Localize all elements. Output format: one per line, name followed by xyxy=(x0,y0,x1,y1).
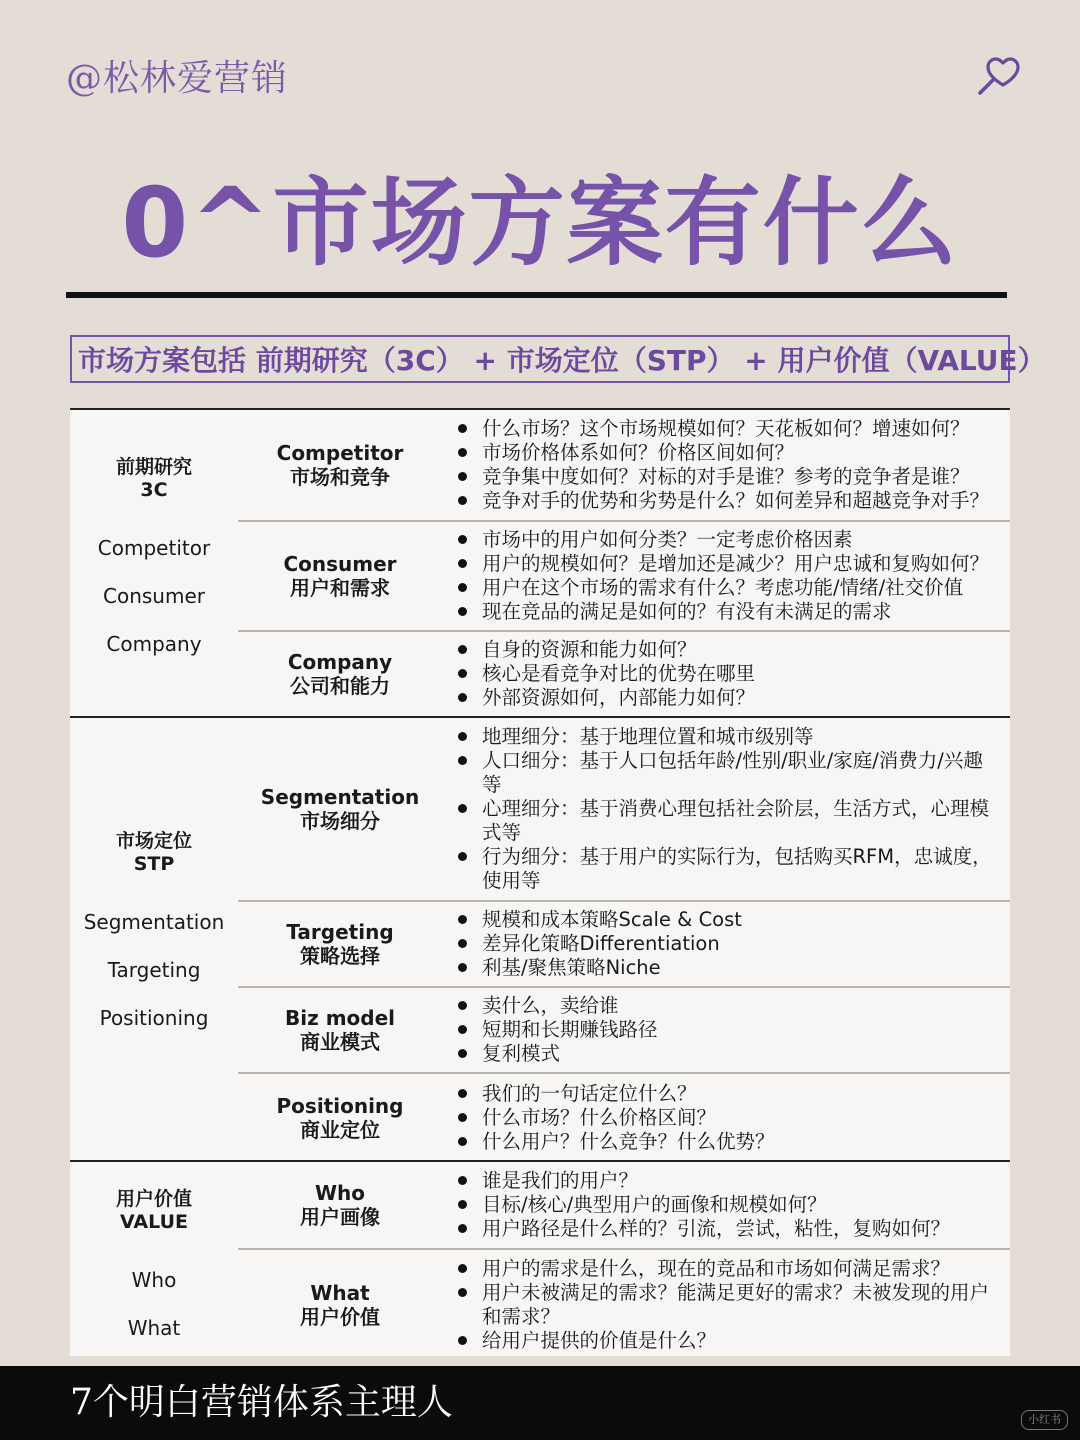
bullet-list xyxy=(456,410,1000,520)
section-acronym: VALUE xyxy=(120,1211,188,1233)
section-items xyxy=(70,898,238,1042)
bullet-item: 谁是我们的用户？ xyxy=(456,1169,1000,1193)
table-row-consumer xyxy=(238,520,1010,630)
watermark-badge: 小红书 xyxy=(1021,1410,1068,1430)
bullet-item: 用户的需求是什么，现在的竞品和市场如何满足需求？ xyxy=(456,1257,1000,1281)
section-label xyxy=(70,1188,238,1352)
title-divider xyxy=(66,292,1007,298)
section-items xyxy=(70,524,238,668)
bullet-item: 现在竞品的满足是如何的？有没有未满足的需求 xyxy=(456,600,1000,624)
magnifier-heart-icon xyxy=(975,48,1023,96)
author-handle: @松林爱营销 xyxy=(66,58,289,99)
row-label-zh: 策略选择 xyxy=(300,944,380,968)
row-label xyxy=(238,1074,442,1162)
bullet-list xyxy=(456,1250,1000,1360)
section-heading: 市场定位 xyxy=(115,830,192,852)
section-item: Consumer xyxy=(103,584,205,608)
row-label-en: What xyxy=(310,1281,370,1305)
row-label xyxy=(238,902,442,986)
section-item: What xyxy=(127,1316,181,1340)
bullet-item: 什么市场？什么价格区间？ xyxy=(456,1106,1000,1130)
bullet-item: 用户路径是什么样的？引流，尝试，粘性，复购如何？ xyxy=(456,1217,1000,1241)
section-heading: 用户价值 xyxy=(115,1188,192,1210)
row-label-en: Segmentation xyxy=(260,785,420,809)
bullet-item: 给用户提供的价值是什么？ xyxy=(456,1329,1000,1353)
section-label xyxy=(70,456,238,668)
row-label-zh: 用户和需求 xyxy=(290,576,390,600)
row-label-en: Biz model xyxy=(284,1006,396,1030)
bullet-list xyxy=(456,988,1000,1072)
row-label-zh: 公司和能力 xyxy=(290,674,390,698)
bullet-item: 自身的资源和能力如何？ xyxy=(456,638,1000,662)
row-label-en: Positioning xyxy=(276,1094,404,1118)
footer-bar xyxy=(0,1366,1080,1440)
section-acronym: STP xyxy=(133,853,175,875)
bullet-item: 用户未被满足的需求？能满足更好的需求？未被发现的用户和需求？ xyxy=(456,1281,1000,1329)
row-label-zh: 用户画像 xyxy=(300,1205,380,1229)
bullet-item: 短期和长期赚钱路径 xyxy=(456,1018,1000,1042)
bullet-item: 利基/聚焦策略Niche xyxy=(456,956,1000,980)
row-label-zh: 市场细分 xyxy=(300,809,380,833)
table-row-segmentation xyxy=(238,718,1010,900)
row-label-zh: 用户价值 xyxy=(300,1305,380,1329)
section-label xyxy=(70,830,238,1042)
section-value xyxy=(70,1160,1010,1358)
framework-table xyxy=(70,408,1010,1356)
row-label xyxy=(238,1250,442,1360)
section-item: Segmentation xyxy=(83,910,225,934)
bullet-item: 市场价格体系如何？价格区间如何？ xyxy=(456,441,1000,465)
row-label xyxy=(238,410,442,520)
bullet-list xyxy=(456,902,1000,986)
section-item: Targeting xyxy=(107,958,201,982)
row-label-zh: 市场和竞争 xyxy=(290,465,390,489)
section-item: Positioning xyxy=(99,1006,209,1030)
bullet-item: 差异化策略Differentiation xyxy=(456,932,1000,956)
bullet-item: 人口细分：基于人口包括年龄/性别/职业/家庭/消费力/兴趣等 xyxy=(456,749,1000,797)
bullet-list xyxy=(456,1074,1000,1162)
row-label xyxy=(238,718,442,900)
row-label-en: Consumer xyxy=(283,552,397,576)
bullet-list xyxy=(456,718,1000,900)
row-label-zh: 商业定位 xyxy=(300,1118,380,1142)
row-label-en: Competitor xyxy=(276,441,404,465)
bullet-item: 我们的一句话定位什么？ xyxy=(456,1082,1000,1106)
section-item: Competitor xyxy=(97,536,211,560)
section-items xyxy=(70,1256,238,1352)
table-row-company xyxy=(238,630,1010,716)
section-3c xyxy=(70,410,1010,716)
section-acronym: 3C xyxy=(140,479,168,501)
section-heading: 前期研究 xyxy=(115,456,192,478)
row-label xyxy=(238,988,442,1072)
table-row-what xyxy=(238,1248,1010,1360)
bullet-item: 复利模式 xyxy=(456,1042,1000,1066)
table-row-competitor xyxy=(238,410,1010,520)
table-row-positioning xyxy=(238,1072,1010,1162)
row-label-en: Who xyxy=(314,1181,366,1205)
bullet-item: 竞争集中度如何？对标的对手是谁？参考的竞争者是谁？ xyxy=(456,465,1000,489)
footer-text: 7个明白营销体系主理人 xyxy=(70,1382,453,1423)
section-item: Who xyxy=(131,1268,177,1292)
bullet-item: 什么市场？这个市场规模如何？天花板如何？增速如何？ xyxy=(456,417,1000,441)
page-title: 0^市场方案有什么 xyxy=(121,167,959,279)
row-label xyxy=(238,632,442,716)
summary-banner: 市场方案包括 前期研究（3C） + 市场定位（STP） + 用户价值（VALUE） xyxy=(70,335,1010,383)
row-label xyxy=(238,1162,442,1248)
row-label-zh: 商业模式 xyxy=(300,1030,380,1054)
section-stp xyxy=(70,716,1010,1160)
bullet-item: 目标/核心/典型用户的画像和规模如何？ xyxy=(456,1193,1000,1217)
bullet-list xyxy=(456,632,1000,716)
row-label-en: Company xyxy=(287,650,393,674)
bullet-list xyxy=(456,1162,1000,1248)
bullet-item: 竞争对手的优势和劣势是什么？如何差异和超越竞争对手？ xyxy=(456,489,1000,513)
bullet-item: 什么用户？什么竞争？什么优势？ xyxy=(456,1130,1000,1154)
bullet-item: 核心是看竞争对比的优势在哪里 xyxy=(456,662,1000,686)
bullet-item: 行为细分：基于用户的实际行为，包括购买RFM，忠诚度，使用等 xyxy=(456,845,1000,893)
bullet-item: 市场中的用户如何分类？一定考虑价格因素 xyxy=(456,528,1000,552)
bullet-item: 外部资源如何，内部能力如何？ xyxy=(456,686,1000,710)
row-label xyxy=(238,522,442,630)
bullet-item: 用户的规模如何？是增加还是减少？用户忠诚和复购如何？ xyxy=(456,552,1000,576)
bullet-list xyxy=(456,522,1000,630)
table-row-targeting xyxy=(238,900,1010,986)
bullet-item: 卖什么，卖给谁 xyxy=(456,994,1000,1018)
table-row-biz-model xyxy=(238,986,1010,1072)
section-item: Company xyxy=(106,632,202,656)
table-row-who xyxy=(238,1162,1010,1248)
bullet-item: 规模和成本策略Scale & Cost xyxy=(456,908,1000,932)
row-label-en: Targeting xyxy=(286,920,394,944)
bullet-item: 用户在这个市场的需求有什么？考虑功能/情绪/社交价值 xyxy=(456,576,1000,600)
bullet-item: 心理细分：基于消费心理包括社会阶层，生活方式，心理模式等 xyxy=(456,797,1000,845)
bullet-item: 地理细分：基于地理位置和城市级别等 xyxy=(456,725,1000,749)
